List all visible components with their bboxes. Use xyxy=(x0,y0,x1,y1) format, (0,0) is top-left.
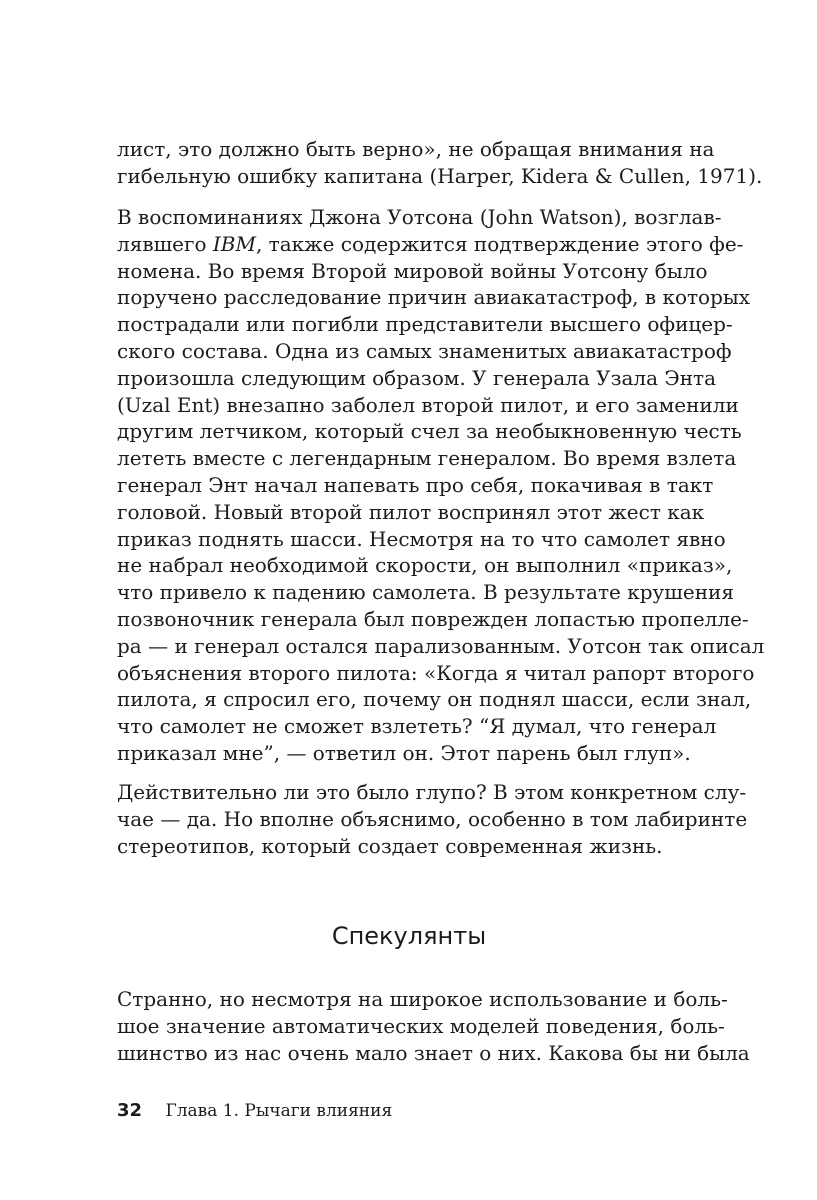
page-footer xyxy=(117,1100,392,1121)
text-line-ibm: лявшего IBM, также содержится подтверждение этого фе- xyxy=(117,231,744,256)
paragraph-2 xyxy=(117,204,765,767)
text-line: генерал Энт начал напевать про себя, покачивая в такт xyxy=(117,472,714,497)
text-line: номена. Во время Второй мировой войны Уотсону было xyxy=(117,258,708,283)
text-line: В воспоминаниях Джона Уотсона (John Watson), возглав- xyxy=(117,205,722,229)
text-line: приказ поднять шасси. Несмотря на то что самолет явно xyxy=(117,526,726,551)
text-line: поручено расследование причин авиакатастроф, в которых xyxy=(117,285,751,310)
paragraph-3 xyxy=(117,779,748,859)
text-line: лист, это должно быть верно», не обращая внимания на xyxy=(117,137,715,161)
text-line: позвоночник генерала был поврежден лопастью пропелле- xyxy=(117,606,749,631)
text-line: пострадали или погибли представители высшего офицер- xyxy=(117,312,733,337)
paragraph-4 xyxy=(117,986,750,1066)
text-line: шинство из нас очень мало знает о них. Какова бы ни была xyxy=(117,1040,750,1065)
text-line: ра — и генерал остался парализованным. Уотсон так описал xyxy=(117,633,765,658)
text-line: Действительно ли это было глупо? В этом конкретном слу- xyxy=(117,780,747,804)
text-line: пилота, я спросил его, почему он поднял шасси, если знал, xyxy=(117,687,752,712)
text-line: объяснения второго пилота: «Когда я читал рапорт второго xyxy=(117,660,755,685)
text-line: ского состава. Одна из самых знаменитых авиакатастроф xyxy=(117,338,732,363)
text-line: другим летчиком, который счел за необыкновенную честь xyxy=(117,419,742,444)
section-heading: Спекулянты xyxy=(331,922,487,950)
text-line: произошла следующим образом. У генерала Узала Энта xyxy=(117,365,717,390)
page-number: 32 xyxy=(117,1100,143,1121)
text-line: не набрал необходимой скорости, он выполнил «приказ», xyxy=(117,553,733,578)
text-line: гибельную ошибку капитана (Harper, Kidera & Cullen, 1971). xyxy=(117,163,763,188)
text-line: что самолет не сможет взлететь? “Я думал, что генерал xyxy=(117,714,717,739)
text-line: стереотипов, который создает современная жизнь. xyxy=(117,833,663,858)
text-line: Странно, но несмотря на широкое использование и боль- xyxy=(117,987,728,1011)
paragraph-1 xyxy=(117,136,763,190)
text-line: головой. Новый второй пилот воспринял этот жест как xyxy=(117,499,705,524)
text-line: шое значение автоматических моделей поведения, боль- xyxy=(117,1013,725,1038)
running-head: Глава 1. Рычаги влияния xyxy=(165,1101,393,1121)
text-line: (Uzal Ent) внезапно заболел второй пилот, и его заменили xyxy=(117,392,739,417)
text-line: лететь вместе с легендарным генералом. Во время взлета xyxy=(117,446,737,471)
text-line: приказал мне”, — ответил он. Этот парень был глуп». xyxy=(117,740,691,765)
text-line: что привело к падению самолета. В результате крушения xyxy=(117,580,734,605)
text-line: чае — да. Но вполне объяснимо, особенно в том лабиринте xyxy=(117,806,748,831)
